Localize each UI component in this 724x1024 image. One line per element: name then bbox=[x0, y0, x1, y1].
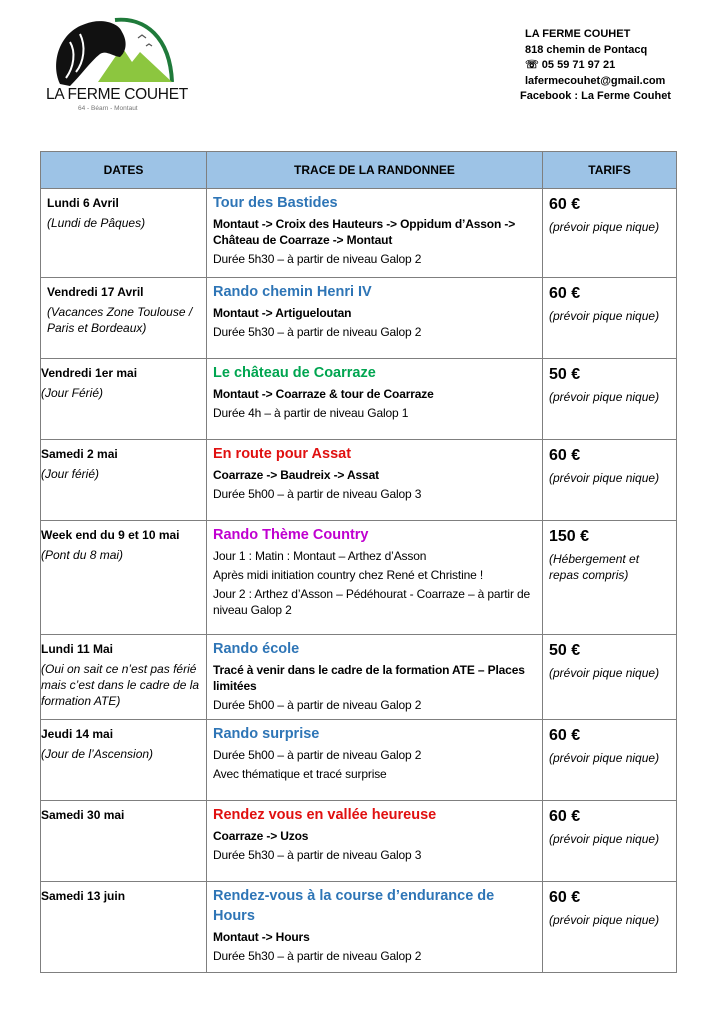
table-row bbox=[41, 635, 677, 720]
date-cell bbox=[41, 278, 207, 359]
price: 50 € bbox=[549, 642, 581, 659]
date-note: (Vacances Zone Toulouse / Paris et Bordeaux) bbox=[47, 305, 193, 335]
trace-cell bbox=[207, 720, 543, 801]
date-label: Samedi 30 mai bbox=[41, 808, 125, 822]
price-cell bbox=[543, 278, 677, 359]
date-note: (Jour Férié) bbox=[41, 386, 104, 400]
price: 60 € bbox=[549, 447, 581, 464]
price-cell bbox=[543, 882, 677, 973]
date-label: Vendredi 17 Avril bbox=[47, 285, 144, 299]
route-line: Jour 1 : Matin : Montaut – Arthez d’Asson bbox=[213, 549, 427, 563]
price: 60 € bbox=[549, 727, 581, 744]
date-label: Vendredi 1er mai bbox=[41, 366, 138, 380]
route-line: Durée 5h30 – à partir de niveau Galop 3 bbox=[213, 848, 422, 862]
date-label: Jeudi 14 mai bbox=[41, 727, 114, 741]
date-note: (Jour férié) bbox=[41, 467, 100, 481]
route-line: Montaut -> Artigueloutan bbox=[213, 306, 352, 320]
contact-email[interactable]: lafermecouhet@gmail.com bbox=[525, 74, 666, 87]
price-note: (prévoir pique nique) bbox=[549, 390, 660, 404]
price: 60 € bbox=[549, 196, 581, 213]
date-note: (Pont du 8 mai) bbox=[41, 548, 124, 562]
date-label: Lundi 6 Avril bbox=[47, 196, 119, 210]
table-row bbox=[41, 440, 677, 521]
price-note: (prévoir pique nique) bbox=[549, 832, 660, 846]
route-line: Montaut -> Coarraze & tour de Coarraze bbox=[213, 387, 434, 401]
header-dates: DATES bbox=[41, 152, 207, 189]
ride-title: Rando surprise bbox=[213, 726, 320, 742]
trace-cell bbox=[207, 882, 543, 973]
date-note: (Lundi de Pâques) bbox=[47, 216, 146, 230]
schedule-table bbox=[40, 151, 677, 973]
price-cell bbox=[543, 635, 677, 720]
table-row bbox=[41, 359, 677, 440]
trace-cell bbox=[207, 635, 543, 720]
route-line: Coarraze -> Uzos bbox=[213, 829, 309, 843]
ride-title: Rendez vous en vallée heureuse bbox=[213, 807, 437, 823]
ride-title: Tour des Bastides bbox=[213, 195, 338, 211]
route-line: Montaut -> Croix des Hauteurs -> Oppidum d’Asson -> Château de Coarraze -> Montaut bbox=[213, 217, 516, 247]
price-cell bbox=[543, 359, 677, 440]
price-note: (prévoir pique nique) bbox=[549, 220, 660, 234]
contact-phone: ☏ 05 59 71 97 21 bbox=[525, 59, 616, 71]
trace-cell bbox=[207, 801, 543, 882]
date-label: Samedi 2 mai bbox=[41, 447, 118, 461]
trace-cell bbox=[207, 521, 543, 635]
table-header-row bbox=[41, 152, 677, 189]
ride-title: Rando Thème Country bbox=[213, 527, 369, 543]
price-cell bbox=[543, 720, 677, 801]
trace-cell bbox=[207, 278, 543, 359]
date-label: Lundi 11 Mai bbox=[41, 642, 114, 656]
table-row bbox=[41, 189, 677, 278]
ride-title: En route pour Assat bbox=[213, 446, 352, 462]
contact-address: 818 chemin de Pontacq bbox=[525, 43, 648, 56]
ride-title: Rando école bbox=[213, 641, 300, 657]
route-line: Durée 5h00 – à partir de niveau Galop 2 bbox=[213, 748, 422, 762]
date-note: (Jour de l’Ascension) bbox=[41, 747, 154, 761]
table-row bbox=[41, 720, 677, 801]
ride-title: Rando chemin Henri IV bbox=[213, 284, 372, 300]
date-cell bbox=[41, 635, 207, 720]
ride-title: Rendez-vous à la course d’endurance de Hours bbox=[213, 888, 495, 924]
logo-subtitle: 64 - Béarn - Montaut bbox=[78, 105, 138, 112]
route-line: Avec thématique et tracé surprise bbox=[213, 767, 387, 781]
date-cell bbox=[41, 882, 207, 973]
price-note: (prévoir pique nique) bbox=[549, 309, 660, 323]
price: 150 € bbox=[549, 528, 590, 545]
route-line: Après midi initiation country chez René et Christine ! bbox=[213, 568, 484, 582]
price-cell bbox=[543, 801, 677, 882]
date-cell bbox=[41, 440, 207, 521]
header-trace: TRACE DE LA RANDONNEE bbox=[207, 152, 543, 189]
header-tarifs: TARIFS bbox=[543, 152, 677, 189]
route-line: Durée 5h00 – à partir de niveau Galop 3 bbox=[213, 487, 422, 501]
date-label: Samedi 13 juin bbox=[41, 889, 126, 903]
route-line: Durée 5h30 – à partir de niveau Galop 2 bbox=[213, 252, 422, 266]
route-line: Montaut -> Hours bbox=[213, 930, 310, 944]
price-note: (prévoir pique nique) bbox=[549, 666, 660, 680]
date-cell bbox=[41, 359, 207, 440]
contact-name: LA FERME COUHET bbox=[525, 28, 631, 40]
date-cell bbox=[41, 521, 207, 635]
trace-cell bbox=[207, 189, 543, 278]
trace-cell bbox=[207, 440, 543, 521]
ride-title: Le château de Coarraze bbox=[213, 365, 376, 381]
date-cell bbox=[41, 720, 207, 801]
date-label: Week end du 9 et 10 mai bbox=[41, 528, 180, 542]
route-line: Coarraze -> Baudreix -> Assat bbox=[213, 468, 379, 482]
contact-block bbox=[520, 27, 671, 105]
trace-cell bbox=[207, 359, 543, 440]
route-line: Jour 2 : Arthez d’Asson – Pédéhourat - Coarraze – à partir de niveau Galop 2 bbox=[213, 587, 531, 617]
table-row bbox=[41, 882, 677, 973]
price-note: (Hébergement et repas compris) bbox=[549, 552, 640, 582]
route-line: Tracé à venir dans le cadre de la formation ATE – Places limitées bbox=[213, 663, 525, 693]
price-cell bbox=[543, 521, 677, 635]
contact-facebook: Facebook : La Ferme Couhet bbox=[520, 90, 671, 102]
price: 50 € bbox=[549, 366, 581, 383]
price-note: (prévoir pique nique) bbox=[549, 751, 660, 765]
date-note: (Oui on sait ce n’est pas férié mais c’est dans le cadre de la formation ATE) bbox=[41, 662, 200, 708]
price-cell bbox=[543, 440, 677, 521]
price-note: (prévoir pique nique) bbox=[549, 471, 660, 485]
logo-title: LA FERME COUHET bbox=[46, 86, 188, 103]
table-row bbox=[41, 278, 677, 359]
price: 60 € bbox=[549, 285, 581, 302]
price-note: (prévoir pique nique) bbox=[549, 913, 660, 927]
route-line: Durée 5h00 – à partir de niveau Galop 2 bbox=[213, 698, 422, 712]
price: 60 € bbox=[549, 808, 581, 825]
date-cell bbox=[41, 189, 207, 278]
price: 60 € bbox=[549, 889, 581, 906]
date-cell bbox=[41, 801, 207, 882]
table-row bbox=[41, 521, 677, 635]
route-line: Durée 4h – à partir de niveau Galop 1 bbox=[213, 406, 409, 420]
route-line: Durée 5h30 – à partir de niveau Galop 2 bbox=[213, 325, 422, 339]
price-cell bbox=[543, 189, 677, 278]
route-line: Durée 5h30 – à partir de niveau Galop 2 bbox=[213, 949, 422, 963]
table-row bbox=[41, 801, 677, 882]
